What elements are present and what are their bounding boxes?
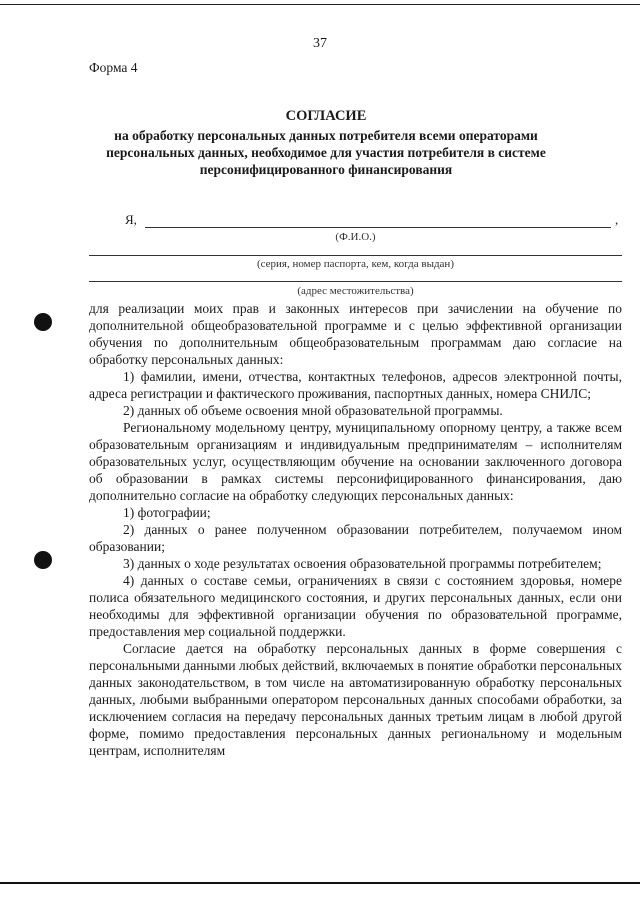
body-paragraph: 2) данных об объеме освоения мной образовательной программы. xyxy=(123,403,503,418)
punch-hole-bottom xyxy=(34,551,52,569)
scan-top-edge xyxy=(0,4,640,5)
body-paragraph: Региональному модельному центру, муниципальному опорному центру, а также всем образовательным организациям и индивидуальным предпринимателям – исполнителям образовательных услуг, осуществляющим обучение на основании заключенного договора об образовании в рамках системы персонифицированного финансирования, даю дополнительно согласие на обработку следующих персональных данных: xyxy=(89,420,622,503)
form-label: Форма 4 xyxy=(89,60,138,75)
body-paragraph: 2) данных о ранее полученном образовании потребителем, получаемом ином образовании; xyxy=(89,522,622,554)
address-caption: (адрес местожительства) xyxy=(297,285,414,297)
passport-blank-line[interactable] xyxy=(89,255,622,256)
body-paragraph: 3) данных о ходе результатах освоения образовательной программы потребителем; xyxy=(123,556,602,571)
document-subtitle: на обработку персональных данных потребителя всеми операторами персональных данных, необходимое для участия потребителя в системе персонифицированного финансирования xyxy=(106,128,546,177)
name-prefix: Я, xyxy=(125,212,137,227)
passport-caption: (серия, номер паспорта, кем, когда выдан) xyxy=(256,258,454,270)
name-suffix: , xyxy=(615,212,619,227)
name-caption: (Ф.И.О.) xyxy=(335,231,376,243)
consent-body xyxy=(89,300,622,759)
name-field-row xyxy=(89,212,622,232)
body-paragraph: Согласие дается на обработку персональных данных в форме совершения с персональными данными любых действий, включаемых в понятие обработки персональных данных законодательством, в том числе на автоматизированную обработку персональных данных, любыми выбранными оператором персональных данных способами обработки, за исключением согласия на передачу персональных данных третьим лицам в любой другой форме, помимо предоставления персональных данных региональному и модельным центрам, исполнителям xyxy=(89,641,622,758)
body-paragraph: 1) фотографии; xyxy=(123,505,211,520)
title-block xyxy=(80,108,572,178)
body-paragraph: 4) данных о составе семьи, ограничениях в связи с состоянием здоровья, номере полиса обязательного медицинского состояния, и других персональных данных, если они необходимы для эффективной организации обучения по образовательной программе, предоставления мер социальной поддержки. xyxy=(89,573,622,639)
name-blank-line[interactable] xyxy=(145,227,611,228)
document-title: СОГЛАСИЕ xyxy=(285,108,367,124)
scan-bottom-edge xyxy=(0,882,640,884)
body-paragraph: 1) фамилии, имени, отчества, контактных телефонов, адресов электронной почты, адреса регистрации и фактического проживания, паспортных данных, номера СНИЛС; xyxy=(89,369,622,401)
address-blank-line[interactable] xyxy=(89,281,622,282)
punch-hole-top xyxy=(34,313,52,331)
page-number: 37 xyxy=(313,36,327,51)
body-paragraph: для реализации моих прав и законных интересов при зачислении на обучение по дополнительной общеобразовательной программе и с целью эффективной организации обучения по дополнительным общеобразовательным программам даю согласие на обработку персональных данных: xyxy=(89,301,622,367)
